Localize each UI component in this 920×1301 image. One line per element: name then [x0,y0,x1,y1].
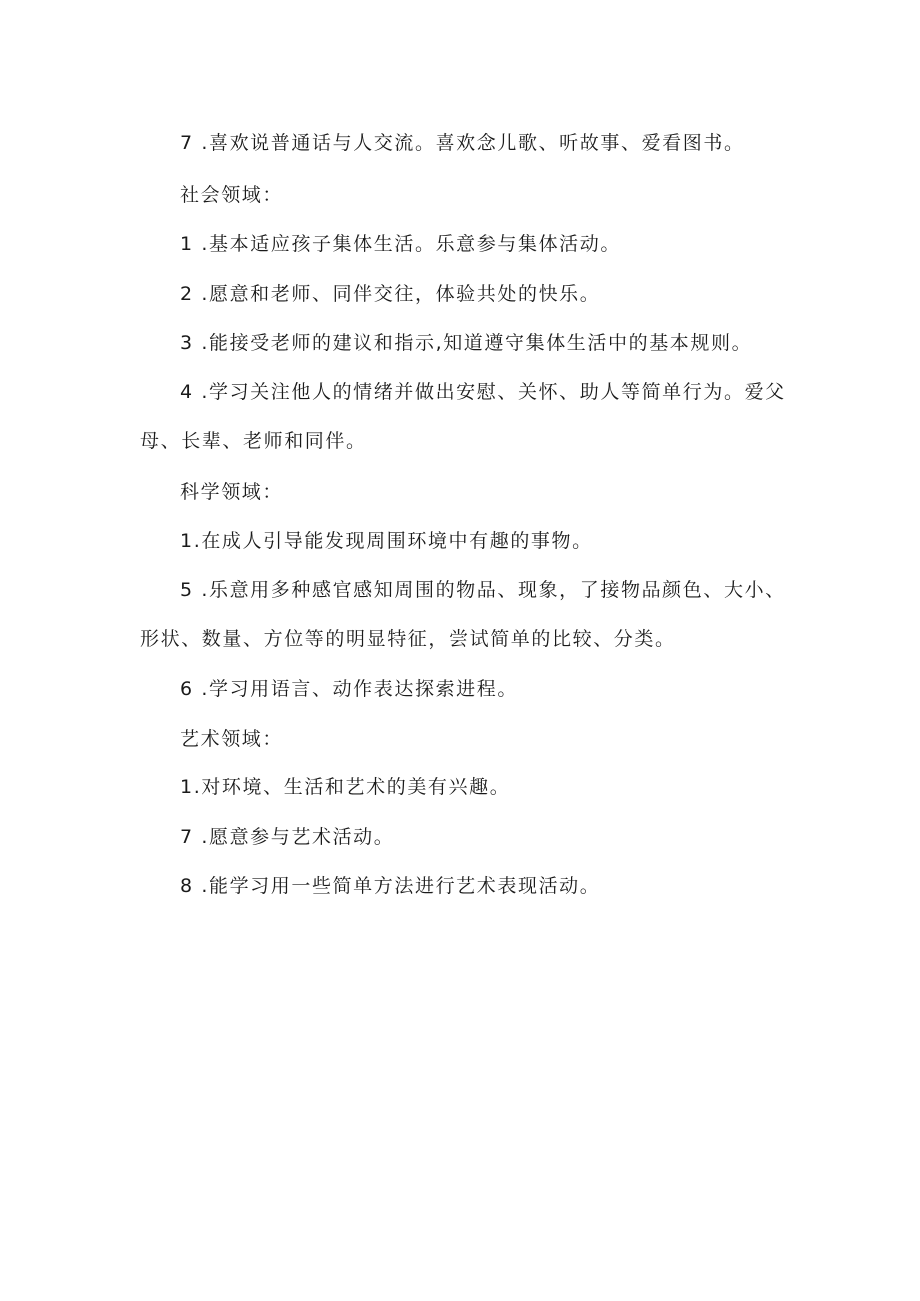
science-item-1: 1.在成人引导能发现周围环境中有趣的事物。 [180,530,593,552]
science-item-5: 5 .乐意用多种感官感知周围的物品、现象，了接物品颜色、大小、 [180,579,786,601]
art-item-7: 7 .愿意参与艺术活动。 [180,826,395,848]
social-item-1: 1 .基本适应孩子集体生活。乐意参与集体活动。 [180,233,621,255]
science-item-5-continuation: 形状、数量、方位等的明显特征，尝试简单的比较、分类。 [140,628,676,650]
section-heading-science: 科学领域： [180,481,284,503]
social-item-3: 3 .能接受老师的建议和指示,知道遵守集体生活中的基本规则。 [180,332,753,354]
art-item-1: 1.对环境、生活和艺术的美有兴趣。 [180,776,511,798]
section-heading-social: 社会领域： [180,184,284,206]
social-item-2: 2 .愿意和老师、同伴交往，体验共处的快乐。 [180,283,601,305]
art-item-8: 8 .能学习用一些简单方法进行艺术表现活动。 [180,875,601,897]
science-item-6: 6 .学习用语言、动作表达探索进程。 [180,678,518,700]
section-heading-art: 艺术领域： [180,728,284,750]
social-item-4-continuation: 母、长辈、老师和同伴。 [140,430,367,452]
social-item-4: 4 .学习关注他人的情绪并做出安慰、关怀、助人等简单行为。爱父 [180,381,786,403]
language-item-7: 7 .喜欢说普通话与人交流。喜欢念儿歌、听故事、爱看图书。 [180,132,745,154]
